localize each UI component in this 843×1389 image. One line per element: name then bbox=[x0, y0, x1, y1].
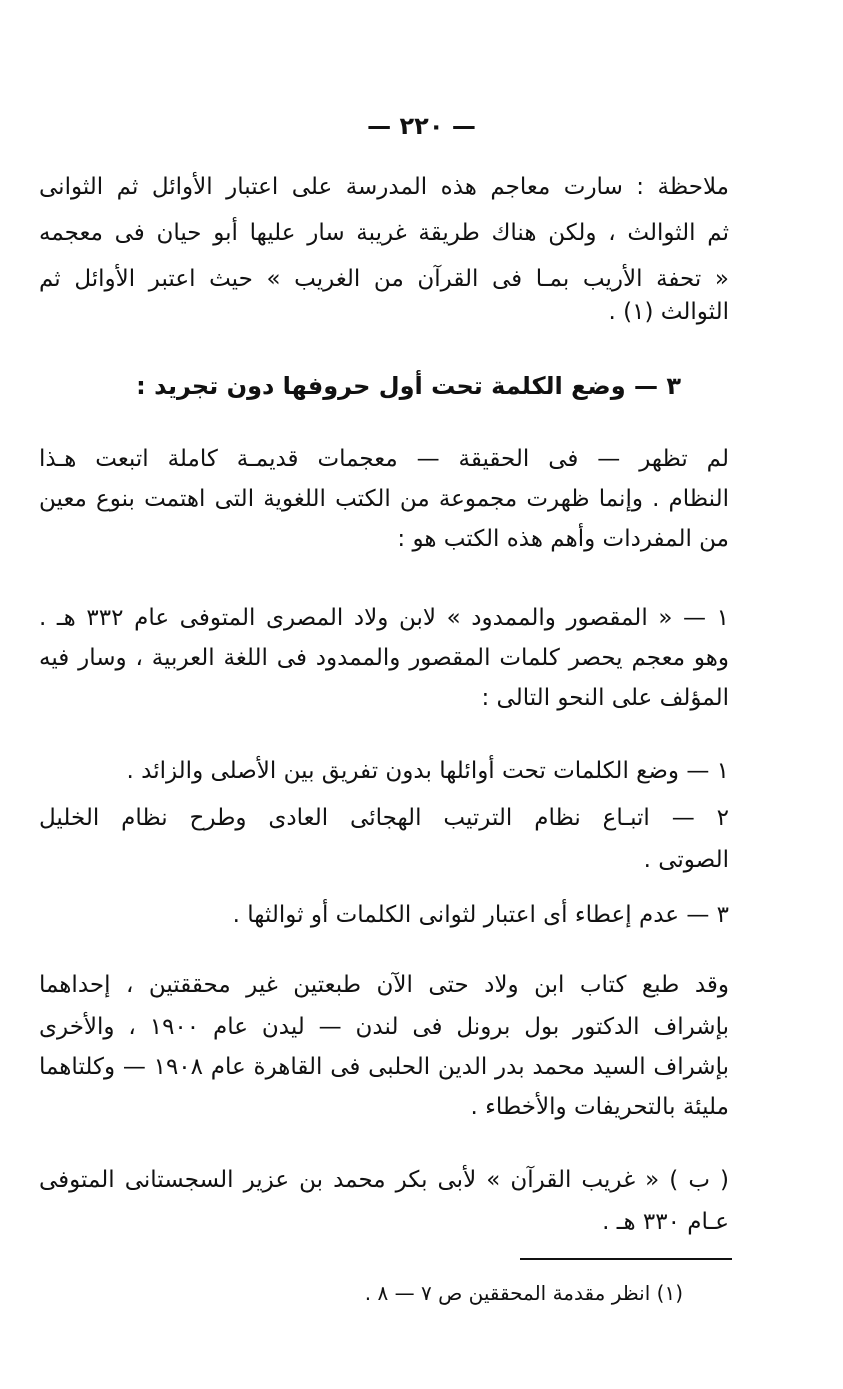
printing-line-3: بإشراف السيد محمد بدر الدين الحلبى فى القاهرة عام ١٩٠٨ — وكلتاهما bbox=[39, 1054, 729, 1080]
intro-line-3: من المفردات وأهم هذه الكتب هو : bbox=[397, 526, 729, 552]
section-heading: ٣ — وضع الكلمة تحت أول حروفها دون تجريد : bbox=[136, 372, 681, 400]
item-one-line-1: ١ — « المقصور والممدود » لابن ولاد المصرى المتوفى عام ٣٣٢ هـ . bbox=[39, 605, 729, 631]
note-line-3: « تحفة الأريب بمـا فى القرآن من الغريب » حيث اعتبر الأوائل ثم bbox=[39, 266, 729, 292]
intro-line-2: النظام . وإنما ظهرت مجموعة من الكتب اللغوية التى اهتمت بنوع معين bbox=[39, 486, 729, 512]
item-b-line-2: عـام ٣٣٠ هـ . bbox=[602, 1209, 729, 1235]
method-point-three: ٣ — عدم إعطاء أى اعتبار لثوانى الكلمات أو ثوالثها . bbox=[232, 902, 729, 928]
note-line-2: ثم الثوالث ، ولكن هناك طريقة غريبة سار عليها أبو حيان فى معجمه bbox=[39, 220, 729, 246]
item-b-line-1: ( ب ) « غريب القرآن » لأبى بكر محمد بن عزير السجستانى المتوفى bbox=[39, 1167, 729, 1193]
printing-line-2: بإشراف الدكتور بول برونل فى لندن — ليدن عام ١٩٠٠ ، والأخرى bbox=[39, 1014, 729, 1040]
footnote: (١) انظر مقدمة المحققين ص ٧ — ٨ . bbox=[364, 1281, 683, 1305]
printing-line-1: وقد طبع كتاب ابن ولاد حتى الآن طبعتين غير محققتين ، إحداهما bbox=[39, 972, 729, 998]
note-line-1: ملاحظة : سارت معاجم هذه المدرسة على اعتبار الأوائل ثم الثوانى bbox=[39, 174, 729, 200]
item-one-line-3: المؤلف على النحو التالى : bbox=[481, 685, 729, 711]
footnote-divider bbox=[520, 1258, 732, 1260]
printing-line-4: مليئة بالتحريفات والأخطاء . bbox=[470, 1094, 729, 1120]
intro-line-1: لم تظهر — فى الحقيقة — معجمات قديمـة كاملة اتبعت هـذا bbox=[39, 446, 729, 472]
item-one-line-2: وهو معجم يحصر كلمات المقصور والممدود فى اللغة العربية ، وسار فيه bbox=[39, 645, 729, 671]
method-point-one: ١ — وضع الكلمات تحت أوائلها بدون تفريق بين الأصلى والزائد . bbox=[126, 758, 729, 784]
method-point-two-line-2: الصوتى . bbox=[643, 847, 729, 873]
note-line-4: الثوالث (١) . bbox=[608, 299, 729, 325]
page-number: — ٢٢٠ — bbox=[367, 112, 476, 140]
method-point-two-line-1: ٢ — اتبـاع نظام الترتيب الهجائى العادى وطرح نظام الخليل bbox=[39, 805, 729, 831]
